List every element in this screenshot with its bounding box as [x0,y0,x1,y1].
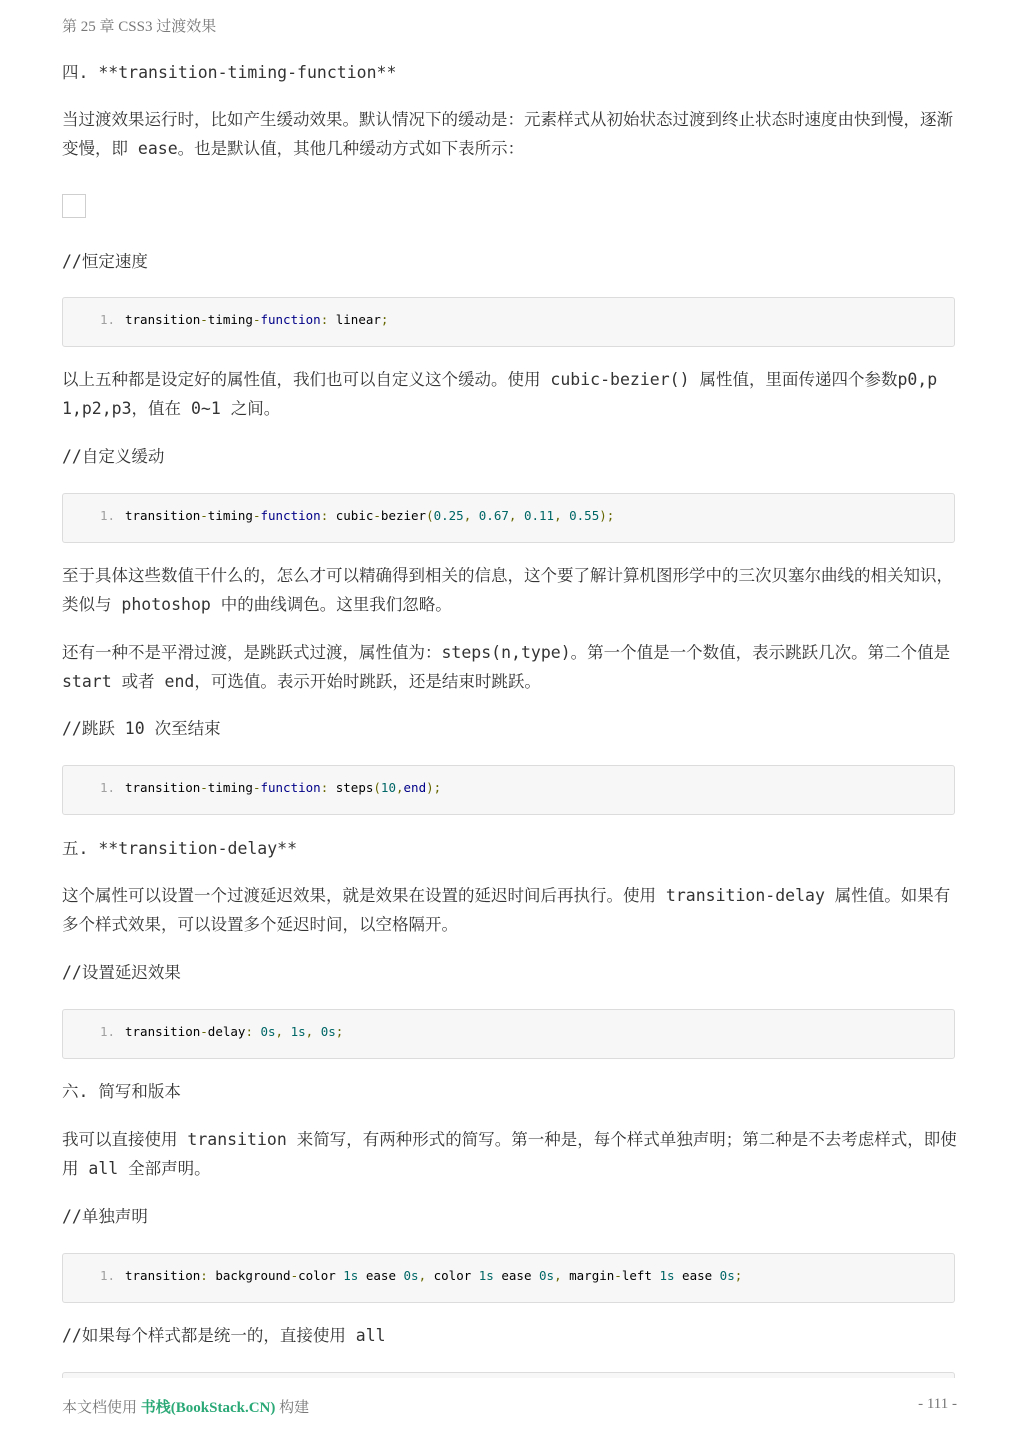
code-token: : [245,1024,253,1039]
code-token: ; [380,312,389,327]
code-token: function [260,508,321,523]
code-token: transition [125,312,201,327]
code-token: cubic [328,508,374,523]
code-token: 0s [403,1268,419,1283]
code-token: function [260,312,321,327]
code-token: 0.25 [433,508,464,523]
code-block-steps [62,765,955,815]
code-token: , [554,508,570,523]
code-token: background [207,1268,291,1283]
code-token: , [395,780,404,795]
code-token: , [508,508,524,523]
code-token: - [252,780,261,795]
code-token: ; [734,1268,743,1283]
code-token: timing [207,780,253,795]
comment-custom: //自定义缓动 [62,447,165,466]
code-block-linear [62,297,955,347]
code-token: - [252,508,261,523]
paragraph-ease-intro: 当过渡效果运行时，比如产生缓动效果。默认情况下的缓动是：元素样式从初始状态过渡到终止状态时速度由快到慢，逐渐变慢，即 ease。也是默认值，其他几种缓动方式如下表所示： [62,110,953,158]
code-token: - [200,1024,208,1039]
paragraph-steps: 还有一种不是平滑过渡，是跳跃式过渡，属性值为：steps(n,type)。第一个值是一个数值，表示跳跃几次。第二个值是 start 或者 end，可选值。表示开始时跳跃，还是结束时跳跃。 [62,643,961,691]
code-token: bezier [380,508,427,523]
code-token: : [320,508,329,523]
page-header-chapter: 第 25 章 CSS3 过渡效果 [62,19,217,35]
comment-delay: //设置延迟效果 [62,963,181,982]
code-line [125,312,388,327]
code-token: ease [493,1268,539,1283]
code-token: color [298,1268,344,1283]
code-line [125,780,441,795]
paragraph-cubic-bezier: 以上五种都是设定好的属性值，我们也可以自定义这个缓动。使用 cubic-bezier() 属性值，里面传递四个参数p0,p1,p2,p3，值在 0~1 之间。 [62,370,938,418]
code-token: : [320,780,329,795]
paragraph-shorthand: 我可以直接使用 transition 来简写，有两种形式的简写。第一种是，每个样式单独声明；第二种是不去考虑样式，即使用 all 全部声明。 [62,1130,957,1178]
code-token: 0.55 [569,508,600,523]
page-number: - 111 - [918,1396,957,1412]
comment-all: //如果每个样式都是统一的，直接使用 all [62,1326,386,1345]
code-token: , [275,1024,291,1039]
code-token: 10 [380,780,396,795]
code-token: 0s [719,1268,735,1283]
code-token: 0s [539,1268,555,1283]
code-line [125,508,614,523]
code-token: timing [207,312,253,327]
code-token: 1s [478,1268,494,1283]
code-token: - [200,508,208,523]
code-token: timing [207,508,253,523]
code-token: ease [674,1268,720,1283]
code-token: ); [599,508,615,523]
code-token: : [320,312,329,327]
code-token: end [403,780,427,795]
broken-image-icon [62,194,86,218]
code-token: margin [569,1268,615,1283]
comment-single: //单独声明 [62,1207,148,1226]
comment-linear: //恒定速度 [62,252,148,271]
code-token: - [252,312,261,327]
code-block-shorthand [62,1253,955,1303]
code-line [125,1268,742,1283]
code-block-bezier [62,493,955,543]
code-token: , [418,1268,434,1283]
line-number: 1. [100,312,116,327]
footer-suffix: 构建 [275,1400,310,1416]
code-token: ( [373,780,381,795]
page-footer [0,1378,1019,1440]
paragraph-delay: 这个属性可以设置一个过渡延迟效果，就是效果在设置的延迟时间后再执行。使用 transition-delay 属性值。如果有多个样式效果，可以设置多个延迟时间，以空格隔开。 [62,886,951,934]
code-token: ( [426,508,434,523]
section-6-heading: 六. 简写和版本 [62,1082,181,1101]
comment-steps: //跳跃 10 次至结束 [62,719,221,738]
line-number: 1. [100,1268,116,1283]
code-token: transition [125,1268,201,1283]
code-token: : [200,1268,208,1283]
code-token: 1s [290,1024,306,1039]
code-token: linear [328,312,381,327]
code-token: - [373,508,381,523]
code-token: , [554,1268,570,1283]
line-number: 1. [100,508,116,523]
code-token: ease [358,1268,404,1283]
code-token: 1s [659,1268,675,1283]
code-token: color [433,1268,479,1283]
code-line [125,1024,343,1039]
code-token: , [463,508,479,523]
footer-prefix: 本文档使用 [62,1400,141,1416]
section-5-heading: 五. **transition-delay** [62,839,298,858]
code-token: , [305,1024,321,1039]
bookstack-link[interactable]: 书栈(BookStack.CN) [140,1400,276,1416]
code-token: 0.67 [478,508,509,523]
code-token: 0.11 [523,508,555,523]
code-token: 0s [320,1024,336,1039]
line-number: 1. [100,1024,116,1039]
code-token: 1s [343,1268,359,1283]
code-token: ; [335,1024,344,1039]
code-token: - [614,1268,622,1283]
code-block-delay [62,1009,955,1059]
code-token: delay [207,1024,246,1039]
code-token: steps [328,780,374,795]
code-token: transition [125,780,201,795]
section-4-heading: 四. **transition-timing-function** [62,63,397,82]
code-token: - [200,780,208,795]
code-token: - [200,312,208,327]
code-token: left [621,1268,660,1283]
code-token: function [260,780,321,795]
code-token: transition [125,1024,201,1039]
code-token: transition [125,508,201,523]
footer-credit [62,1396,309,1417]
code-token: - [290,1268,299,1283]
code-token: ); [426,780,442,795]
paragraph-bezier-explain: 至于具体这些数值干什么的，怎么才可以精确得到相关的信息，这个要了解计算机图形学中的三次贝塞尔曲线的相关知识，类似与 photoshop 中的曲线调色。这里我们忽略。 [62,566,953,614]
code-token: 0s [252,1024,276,1039]
line-number: 1. [100,780,116,795]
